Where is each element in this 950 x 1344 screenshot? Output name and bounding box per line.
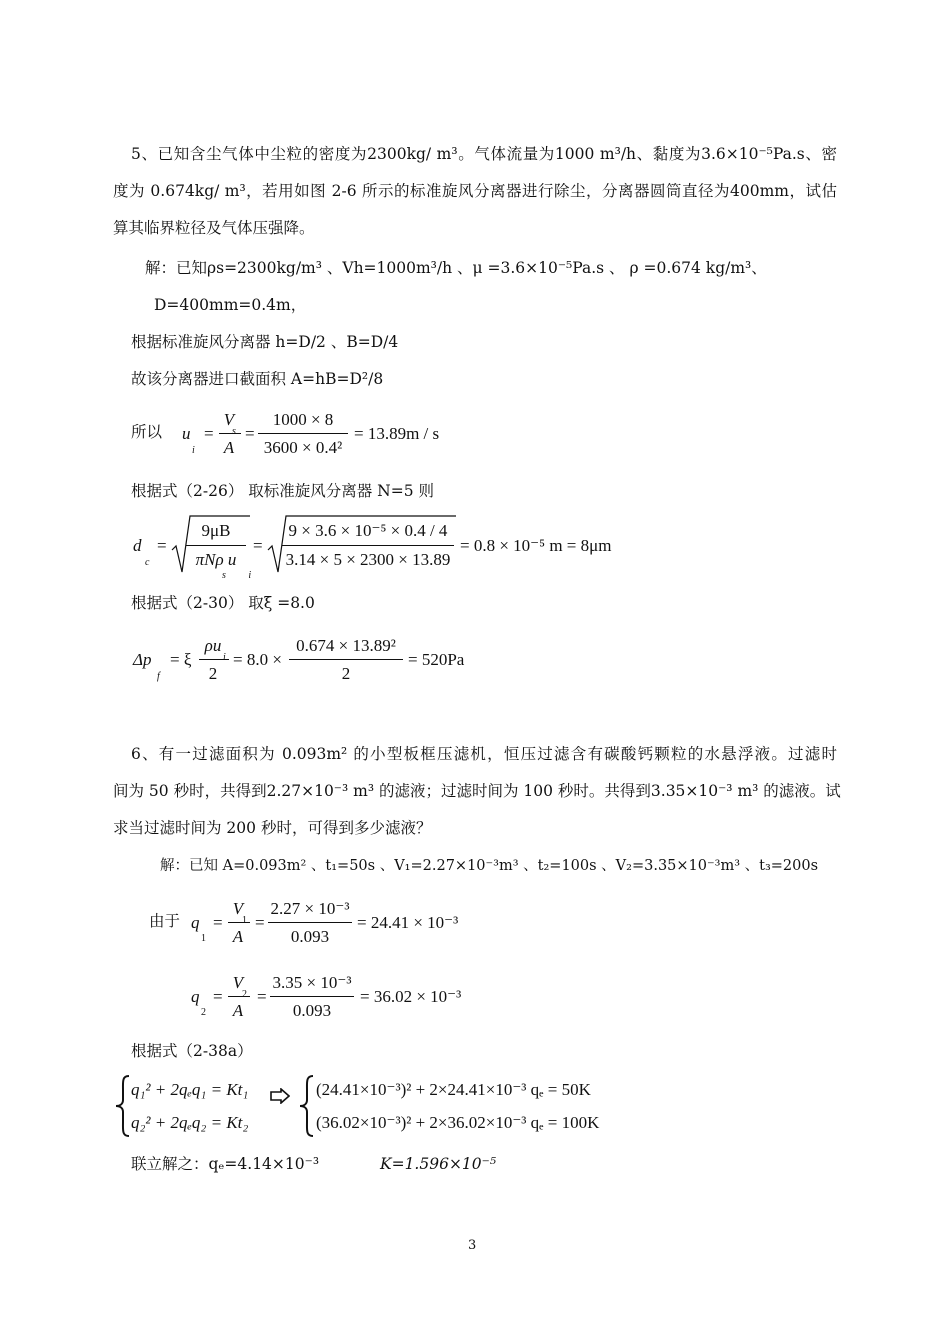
problem5-line1: 5、已知含尘气体中尘粒的密度为2300kg/ m³。气体流量为1000 m³/h、黏度为3.6×10⁻⁵Pa.s、密 <box>131 145 837 163</box>
solution-qe: 联立解之：qₑ=4.14×10⁻³ <box>131 1155 320 1173</box>
formula-2-30-line: 根据式（2-30） 取ξ =8.0 <box>131 594 315 612</box>
ui-frac2-num: 1000 × 8 <box>272 410 334 429</box>
dp-lhs-sub: f <box>157 671 160 682</box>
q1-frac1-num-sub: 1 <box>242 915 247 926</box>
dp-frac2-den: 2 <box>341 664 351 683</box>
q1-eq1: = <box>213 913 223 932</box>
q2-frac2-den: 0.093 <box>292 1001 332 1020</box>
dc-sqrt2-bar <box>282 545 454 546</box>
system1-eq1: q₁² + 2qₑq₁ = Kt₁ <box>131 1080 249 1099</box>
dc-sqrt1-den: πNρ u <box>195 550 237 569</box>
q2-eq1: = <box>213 987 223 1006</box>
dp-mid: = 8.0 × <box>233 650 282 669</box>
ui-eq1: = <box>204 424 214 443</box>
dp-frac2-bar <box>289 659 403 660</box>
dc-eq2: = <box>253 536 263 555</box>
dp-frac1-num-sub: i <box>223 652 226 663</box>
dp-lhs: Δp <box>133 650 152 669</box>
page-number: 3 <box>468 1238 477 1253</box>
q1-result: = 24.41 × 10⁻³ <box>357 913 459 932</box>
ui-frac1-den: A <box>223 438 235 457</box>
problem6-line1: 6、有一过滤面积为 0.093m² 的小型板框压滤机，恒压过滤含有碳酸钙颗粒的水悬浮液。过滤时 <box>131 745 837 763</box>
problem6-line2: 间为 50 秒时，共得到2.27×10⁻³ m³ 的滤液；过滤时间为 100 秒时。共得到3.35×10⁻³ m³ 的滤液。试 <box>113 782 841 800</box>
ui-frac1-bar <box>219 433 241 434</box>
implies-arrow-icon <box>270 1088 290 1104</box>
dc-result: = 0.8 × 10⁻⁵ m = 8μm <box>460 536 612 555</box>
dc-sqrt1-den-sub: s i <box>222 570 262 581</box>
q2-frac1-den: A <box>232 1001 244 1020</box>
q2-frac2-num: 3.35 × 10⁻³ <box>272 973 352 992</box>
q1-frac1-num: V <box>232 899 244 918</box>
dc-sqrt1-bar <box>186 545 246 546</box>
dc-sqrt2-num: 9 × 3.6 × 10⁻⁵ × 0.4 / 4 <box>288 521 448 540</box>
problem6-line3: 求当过滤时间为 200 秒时，可得到多少滤液？ <box>113 819 432 837</box>
q1-lhs: q <box>191 913 200 932</box>
ui-frac2-den: 3600 × 0.4² <box>263 438 343 457</box>
q2-lhs-sub: 2 <box>201 1007 206 1018</box>
q2-frac1-num-sub: 2 <box>242 989 247 1000</box>
q1-eq2: = <box>255 913 265 932</box>
ui-lhs: u <box>182 424 191 443</box>
formula-2-38a-line: 根据式（2-38a） <box>131 1042 253 1060</box>
system1-left-brace <box>114 1074 132 1138</box>
q2-result: = 36.02 × 10⁻³ <box>360 987 462 1006</box>
dc-sqrt1-num: 9μB <box>201 521 231 540</box>
ui-lhs-sub: i <box>192 445 195 456</box>
system2-eq1: (24.41×10⁻³)² + 2×24.41×10⁻³ qₑ = 50K <box>316 1080 591 1099</box>
ui-result: = 13.89m / s <box>354 424 440 443</box>
formula-2-26-line: 根据式（2-26） 取标准旋风分离器 N=5 则 <box>131 482 435 500</box>
system2-left-brace <box>298 1074 316 1138</box>
q1-lhs-sub: 1 <box>201 933 206 944</box>
q1-frac2-bar <box>268 922 352 923</box>
dp-result: = 520Pa <box>408 650 465 669</box>
problem5-given-2: D=400mm=0.4m， <box>154 296 307 314</box>
problem6-given: 解：已知 A=0.093m² 、t₁=50s 、V₁=2.27×10⁻³m³ 、t₂=100s 、V₂=3.35×10⁻³m³ 、t₃=200s <box>160 858 819 874</box>
problem5-given-1: 解：已知ρs=2300kg/m³ 、Vh=1000m³/h 、μ =3.6×10⁻⁵Pa.s 、 ρ =0.674 kg/m³、 <box>145 259 767 277</box>
dp-frac2-num: 0.674 × 13.89² <box>296 636 396 655</box>
dc-sqrt2-den: 3.14 × 5 × 2300 × 13.89 <box>285 550 451 569</box>
dp-xi: = ξ <box>170 650 192 669</box>
problem5-standard-ratio: 根据标准旋风分离器 h=D/2 、B=D/4 <box>131 333 399 351</box>
dc-eq1: = <box>157 536 167 555</box>
dc-lhs-sub: c <box>145 557 150 568</box>
ui-prefix: 所以 <box>131 423 163 441</box>
ui-frac1-num-sub: s <box>232 426 236 437</box>
system2-eq2: (36.02×10⁻³)² + 2×36.02×10⁻³ qₑ = 100K <box>316 1113 600 1132</box>
q1-frac2-num: 2.27 × 10⁻³ <box>270 899 350 918</box>
system1-eq2: q₂² + 2qₑq₂ = Kt₂ <box>131 1113 249 1132</box>
dp-frac1-den: 2 <box>208 664 218 683</box>
solution-k: K=1.596×10⁻⁵ <box>380 1155 497 1173</box>
problem5-line3: 算其临界粒径及气体压强降。 <box>113 219 315 237</box>
q2-frac2-bar <box>270 996 354 997</box>
ui-frac1-num: V <box>223 410 235 429</box>
problem5-inlet-area: 故该分离器进口截面积 A=hB=D²/8 <box>131 370 384 388</box>
q1-prefix: 由于 <box>149 912 181 930</box>
problem5-line2: 度为 0.674kg/ m³，若用如图 2-6 所示的标准旋风分离器进行除尘，分离器圆筒直径为400mm，试估 <box>113 182 837 200</box>
q2-eq2: = <box>257 987 267 1006</box>
q2-lhs: q <box>191 987 200 1006</box>
ui-frac2-bar <box>258 433 348 434</box>
q1-frac1-den: A <box>232 927 244 946</box>
ui-eq2: = <box>245 424 255 443</box>
q2-frac1-num: V <box>232 973 244 992</box>
q1-frac2-den: 0.093 <box>290 927 330 946</box>
dp-frac1-num: ρu <box>204 636 222 655</box>
dc-lhs: d <box>133 536 142 555</box>
